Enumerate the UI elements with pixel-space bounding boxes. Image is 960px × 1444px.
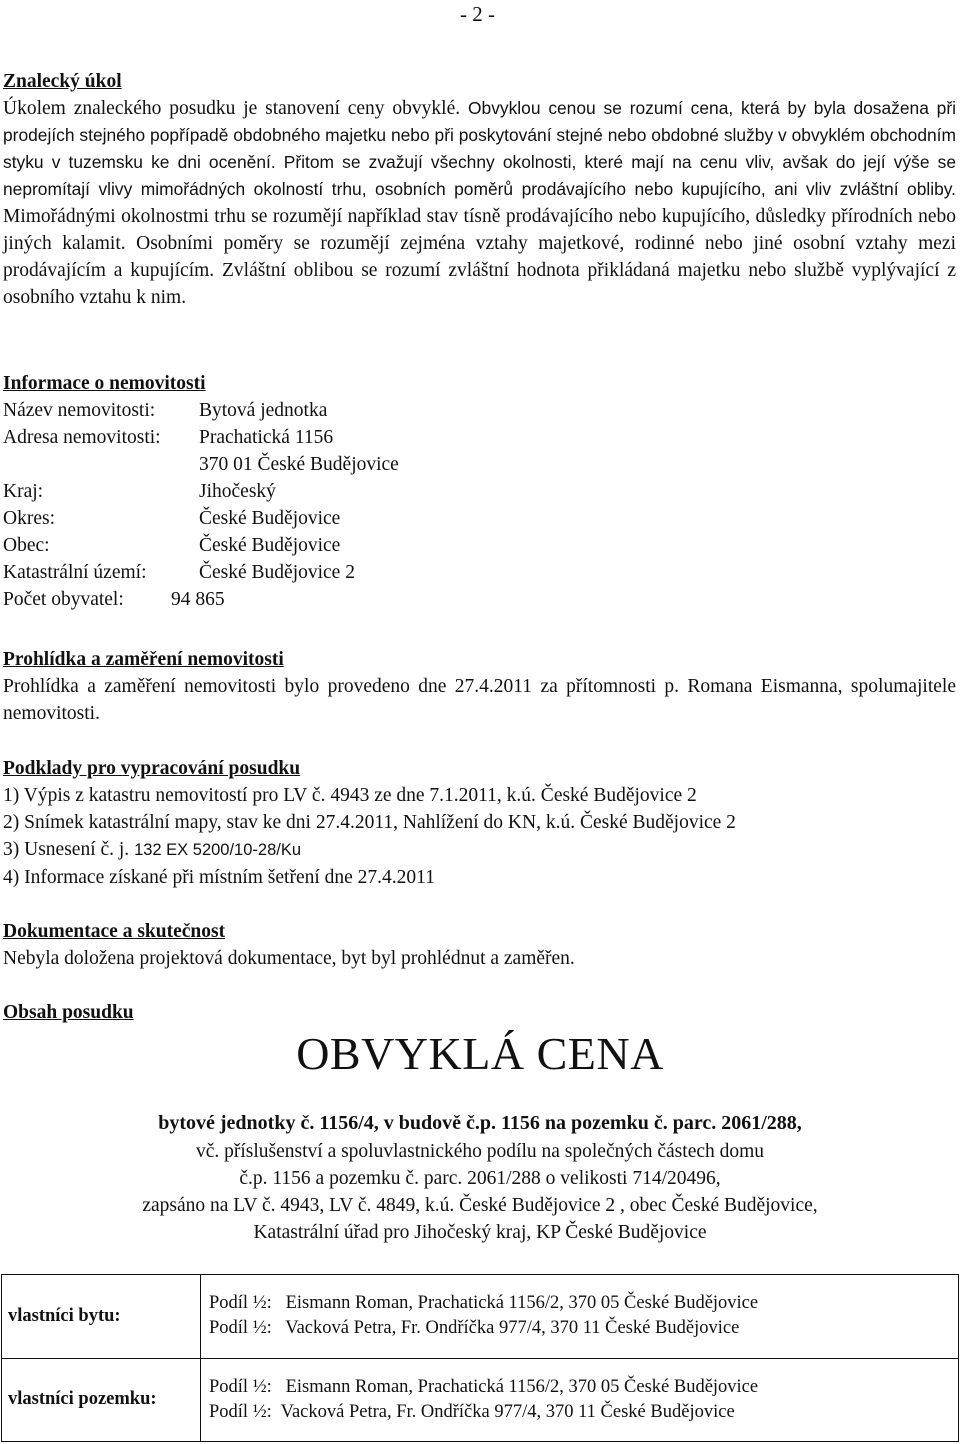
property-value: České Budějovice 2 xyxy=(199,562,355,583)
source-item xyxy=(3,836,956,864)
property-value: Bytová jednotka xyxy=(199,400,328,421)
property-row xyxy=(3,505,956,532)
property-label: Katastrální území: xyxy=(3,562,147,583)
task-explanation: Mimořádnými okolnostmi trhu se rozumějí například stav tísně prodávajícího nebo kupujícího, důsledky přírodních nebo jiných kalamit. Osobními poměry se rozumějí zejména vztahy majetkové, rodinné nebo jiné osobní vztahy mezi prodávajícím a kupujícím. Zvláštní oblibou se rozumí zvláštní hodnota přikládaná majetku nebo službě vyplývající z osobního vztahu k nim. xyxy=(3,206,956,308)
source-item: 4) Informace získané při místním šetření dne 27.4.2011 xyxy=(3,867,435,888)
documentation-section xyxy=(3,918,956,972)
subject-detail-line: Katastrální úřad pro Jihočeský kraj, KP České Budějovice xyxy=(253,1222,707,1243)
task-paragraph xyxy=(3,95,956,311)
table-row xyxy=(2,1358,959,1442)
property-value: České Budějovice xyxy=(199,535,341,556)
property-value: 94 865 xyxy=(171,589,225,610)
valuation-title: OBVYKLÁ CENA xyxy=(296,1028,664,1079)
owner-entry: Podíl ½: Eismann Roman, Prachatická 1156/2, 370 05 České Budějovice xyxy=(209,1293,759,1314)
page-number: - 2 - xyxy=(460,2,495,26)
property-row xyxy=(3,586,956,613)
owner-entry: Podíl ½: Vacková Petra, Fr. Ondříčka 977/4, 370 11 České Budějovice xyxy=(209,1401,735,1422)
property-label: Obec: xyxy=(3,535,50,556)
property-row xyxy=(3,424,956,451)
property-row xyxy=(3,532,956,559)
task-intro: Úkolem znaleckého posudku je stanovení ceny obvyklé. xyxy=(3,98,461,119)
property-label: Počet obyvatel: xyxy=(3,589,124,610)
inspection-heading: Prohlídka a zaměření nemovitosti xyxy=(3,649,284,670)
property-value: Prachatická 1156 xyxy=(199,427,334,448)
land-owners-label: vlastníci pozemku: xyxy=(2,1358,201,1442)
task-section xyxy=(3,68,956,311)
inspection-text: Prohlídka a zaměření nemovitosti bylo provedeno dne 27.4.2011 za přítomnosti p. Romana Eismanna, spolumajitele nemovitosti. xyxy=(3,676,956,724)
task-definition: Obvyklou cenou se rozumí cena, která by byla dosažena při prodejích stejného popřípadě obdobného majetku nebo při poskytování stejné nebo obdobné služby v obvyklém obchodním styku v tuzemsku ke dni ocenění. Přitom se zvažují všechny okolnosti, které mají na cenu vliv, avšak do její výše se nepromítají vlivy mimořádných okolností trhu, osobních poměrů prodávajícího nebo kupujícího, ani vliv zvláštní obliby. xyxy=(3,98,957,199)
task-heading: Znalecký úkol xyxy=(3,71,122,92)
table-row xyxy=(2,1275,959,1359)
subject-detail-line: zapsáno na LV č. 4943, LV č. 4849, k.ú. České Budějovice 2 , obec České Budějovice, xyxy=(142,1195,818,1216)
property-label: Název nemovitosti: xyxy=(3,400,156,421)
source-item: 2) Snímek katastrální mapy, stav ke dni 27.4.2011, Nahlížení do KN, k.ú. České Budějovice 2 xyxy=(3,812,736,833)
documentation-text: Nebyla doložena projektová dokumentace, byt byl prohlédnut a zaměřen. xyxy=(3,948,575,969)
subject-line: bytové jednotky č. 1156/4, v budově č.p. 1156 na pozemku č. parc. 2061/288, xyxy=(158,1112,802,1134)
subject-detail-line: č.p. 1156 a pozemku č. parc. 2061/288 o velikosti 714/20496, xyxy=(239,1168,721,1189)
source-item-text: 3) Usnesení č. j. xyxy=(3,839,130,860)
property-value: Jihočeský xyxy=(199,481,276,502)
property-table xyxy=(3,397,956,613)
documentation-heading: Dokumentace a skutečnost xyxy=(3,921,226,942)
property-label: Adresa nemovitosti: xyxy=(3,427,161,448)
property-row xyxy=(3,451,956,478)
source-item: 1) Výpis z katastru nemovitostí pro LV č. 4943 ze dne 7.1.2011, k.ú. České Budějovice 2 xyxy=(3,785,697,806)
property-section xyxy=(3,370,956,613)
property-label: Okres: xyxy=(3,508,55,529)
sources-heading: Podklady pro vypracování posudku xyxy=(3,758,301,779)
owner-entry: Podíl ½: Vacková Petra, Fr. Ondříčka 977/4, 370 11 České Budějovice xyxy=(209,1318,740,1339)
property-heading: Informace o nemovitosti xyxy=(3,373,206,394)
property-row xyxy=(3,478,956,505)
flat-owners-list xyxy=(201,1275,959,1359)
property-value: České Budějovice xyxy=(199,508,341,529)
content-section xyxy=(3,999,956,1026)
owners-table xyxy=(1,1274,959,1442)
source-item-ref: 132 EX 5200/10-28/Ku xyxy=(134,841,302,859)
inspection-section xyxy=(3,646,956,727)
property-row xyxy=(3,397,956,424)
property-row xyxy=(3,559,956,586)
content-heading: Obsah posudku xyxy=(3,1002,134,1023)
subject-detail-line: vč. příslušenství a spoluvlastnického podílu na společných částech domu xyxy=(195,1141,765,1162)
property-value: 370 01 České Budějovice xyxy=(199,454,399,475)
land-owners-list xyxy=(201,1358,959,1442)
property-label: Kraj: xyxy=(3,481,44,502)
owner-entry: Podíl ½: Eismann Roman, Prachatická 1156/2, 370 05 České Budějovice xyxy=(209,1376,759,1397)
sources-section xyxy=(3,755,956,891)
flat-owners-label: vlastníci bytu: xyxy=(2,1275,201,1359)
property-label xyxy=(3,451,199,478)
